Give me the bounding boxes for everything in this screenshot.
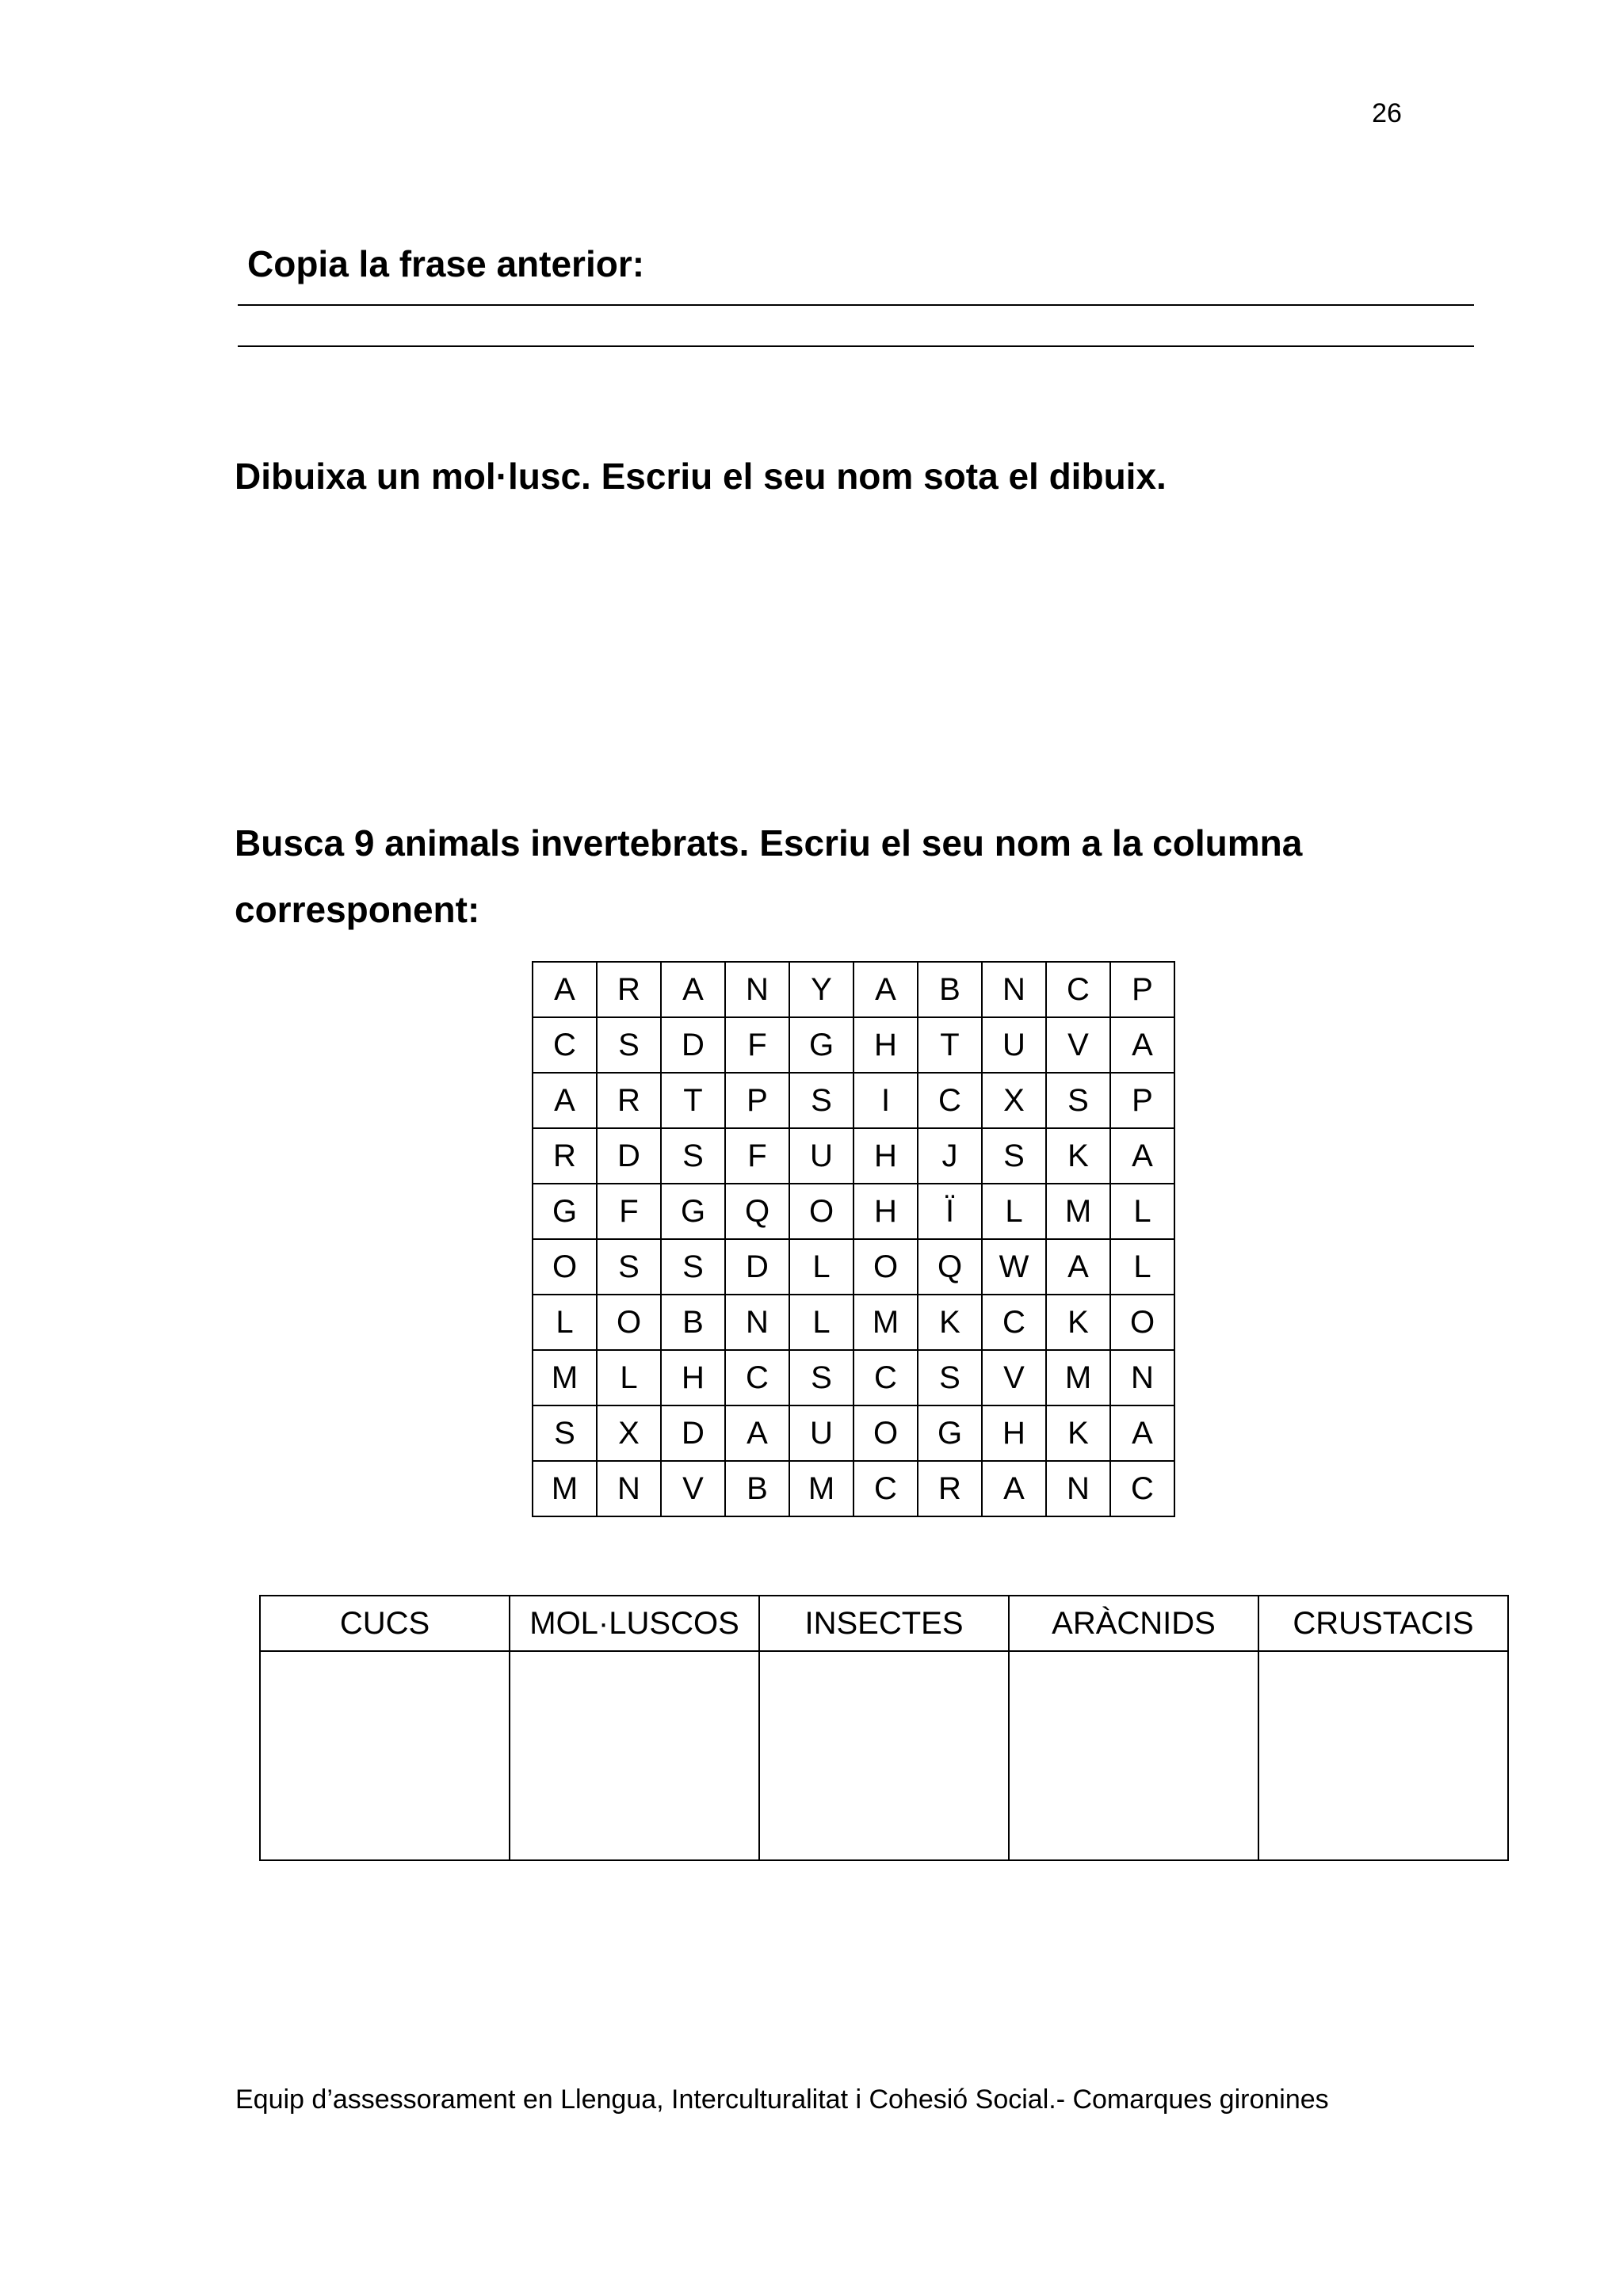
word-search-cell[interactable]: L xyxy=(789,1295,854,1350)
word-search-cell[interactable]: S xyxy=(918,1350,982,1405)
word-search-row xyxy=(533,962,1174,1017)
word-search-row xyxy=(533,1350,1174,1405)
word-search-cell[interactable]: O xyxy=(1110,1295,1174,1350)
word-search-row xyxy=(533,1073,1174,1128)
word-search-row xyxy=(533,1128,1174,1184)
word-search-cell[interactable]: O xyxy=(533,1239,597,1295)
word-search-cell[interactable]: X xyxy=(597,1405,661,1461)
page-footer: Equip d’assessorament en Llengua, Interculturalitat i Cohesió Social.- Comarques gironines xyxy=(235,2084,1329,2115)
word-search-cell[interactable]: P xyxy=(725,1073,789,1128)
word-search-cell[interactable]: L xyxy=(533,1295,597,1350)
word-search-cell[interactable]: U xyxy=(789,1405,854,1461)
word-search-cell[interactable]: A xyxy=(1110,1405,1174,1461)
word-search-cell[interactable]: S xyxy=(661,1239,725,1295)
column-header-insectes: INSECTES xyxy=(759,1596,1009,1651)
word-search-cell[interactable]: S xyxy=(982,1128,1046,1184)
word-search-cell[interactable]: H xyxy=(854,1184,918,1239)
word-search-cell[interactable]: R xyxy=(533,1128,597,1184)
word-search-cell[interactable]: X xyxy=(982,1073,1046,1128)
word-search-cell[interactable]: A xyxy=(725,1405,789,1461)
word-search-cell[interactable]: C xyxy=(982,1295,1046,1350)
word-search-cell[interactable]: D xyxy=(597,1128,661,1184)
word-search-cell[interactable]: C xyxy=(533,1017,597,1073)
word-search-cell[interactable]: G xyxy=(918,1405,982,1461)
word-search-cell[interactable]: D xyxy=(661,1017,725,1073)
word-search-cell[interactable]: O xyxy=(854,1239,918,1295)
word-search-cell[interactable]: D xyxy=(725,1239,789,1295)
word-search-grid xyxy=(532,961,1175,1517)
word-search-cell[interactable]: M xyxy=(1046,1184,1110,1239)
word-search-cell[interactable]: Q xyxy=(918,1239,982,1295)
answer-cell-insectes[interactable] xyxy=(759,1651,1009,1860)
word-search-cell[interactable]: N xyxy=(1110,1350,1174,1405)
word-search-cell[interactable]: K xyxy=(1046,1128,1110,1184)
word-search-cell[interactable]: M xyxy=(789,1461,854,1516)
word-search-cell[interactable]: T xyxy=(661,1073,725,1128)
word-search-cell[interactable]: S xyxy=(789,1073,854,1128)
word-search-cell[interactable]: L xyxy=(1110,1239,1174,1295)
writing-line-2 xyxy=(238,345,1474,347)
word-search-cell[interactable]: M xyxy=(533,1350,597,1405)
word-search-cell[interactable]: F xyxy=(725,1017,789,1073)
word-search-cell[interactable]: U xyxy=(982,1017,1046,1073)
word-search-cell[interactable]: C xyxy=(725,1350,789,1405)
word-search-cell[interactable]: J xyxy=(918,1128,982,1184)
word-search-cell[interactable]: H xyxy=(982,1405,1046,1461)
word-search-cell[interactable]: A xyxy=(1046,1239,1110,1295)
word-search-cell[interactable]: A xyxy=(1110,1128,1174,1184)
word-search-cell[interactable]: M xyxy=(1046,1350,1110,1405)
word-search-cell[interactable]: G xyxy=(533,1184,597,1239)
word-search-cell[interactable]: C xyxy=(918,1073,982,1128)
word-search-cell[interactable]: B xyxy=(918,962,982,1017)
word-search-cell[interactable]: L xyxy=(982,1184,1046,1239)
word-search-row xyxy=(533,1184,1174,1239)
word-search-cell[interactable]: F xyxy=(725,1128,789,1184)
word-search-cell[interactable]: N xyxy=(1046,1461,1110,1516)
word-search-cell[interactable]: R xyxy=(597,962,661,1017)
word-search-cell[interactable]: C xyxy=(854,1350,918,1405)
word-search-cell[interactable]: G xyxy=(661,1184,725,1239)
word-search-cell[interactable]: H xyxy=(854,1128,918,1184)
invertebrate-classification-table xyxy=(259,1595,1509,1861)
word-search-cell[interactable]: C xyxy=(854,1461,918,1516)
writing-line-1 xyxy=(238,304,1474,306)
word-search-cell[interactable]: L xyxy=(789,1239,854,1295)
word-search-cell[interactable]: O xyxy=(854,1405,918,1461)
word-search-cell[interactable]: A xyxy=(854,962,918,1017)
word-search-cell[interactable]: A xyxy=(661,962,725,1017)
word-search-cell[interactable]: N xyxy=(597,1461,661,1516)
word-search-cell[interactable]: K xyxy=(1046,1405,1110,1461)
word-search-cell[interactable]: O xyxy=(597,1295,661,1350)
word-search-cell[interactable]: A xyxy=(982,1461,1046,1516)
word-search-cell[interactable]: A xyxy=(1110,1017,1174,1073)
column-header-aracnids: ARÀCNIDS xyxy=(1009,1596,1258,1651)
word-search-row xyxy=(533,1461,1174,1516)
word-search-cell[interactable]: U xyxy=(789,1128,854,1184)
column-header-cucs: CUCS xyxy=(260,1596,510,1651)
column-header-molluscos: MOL·LUSCOS xyxy=(510,1596,759,1651)
word-search-cell[interactable]: V xyxy=(661,1461,725,1516)
word-search-cell[interactable]: D xyxy=(661,1405,725,1461)
word-search-row xyxy=(533,1017,1174,1073)
answer-cell-molluscos[interactable] xyxy=(510,1651,759,1860)
word-search-cell[interactable]: H xyxy=(854,1017,918,1073)
word-search-row xyxy=(533,1239,1174,1295)
word-search-cell[interactable]: O xyxy=(789,1184,854,1239)
answer-cell-aracnids[interactable] xyxy=(1009,1651,1258,1860)
word-search-cell[interactable]: V xyxy=(982,1350,1046,1405)
word-search-cell[interactable]: T xyxy=(918,1017,982,1073)
page-number: 26 xyxy=(1372,98,1402,128)
word-search-cell[interactable]: B xyxy=(661,1295,725,1350)
copy-sentence-heading: Copia la frase anterior: xyxy=(247,243,645,284)
answer-cell-cucs[interactable] xyxy=(260,1651,510,1860)
word-search-cell[interactable]: S xyxy=(597,1017,661,1073)
word-search-cell[interactable]: F xyxy=(597,1184,661,1239)
word-search-cell[interactable]: L xyxy=(1110,1184,1174,1239)
word-search-cell[interactable]: V xyxy=(1046,1017,1110,1073)
word-search-cell[interactable]: Ï xyxy=(918,1184,982,1239)
word-search-cell[interactable]: Q xyxy=(725,1184,789,1239)
word-search-cell[interactable]: A xyxy=(533,1073,597,1128)
word-search-cell[interactable]: S xyxy=(661,1128,725,1184)
word-search-cell[interactable]: M xyxy=(854,1295,918,1350)
draw-mollusc-heading: Dibuixa un mol·lusc. Escriu el seu nom sota el dibuix. xyxy=(235,456,1167,497)
word-search-cell[interactable]: N xyxy=(725,1295,789,1350)
word-search-cell[interactable]: R xyxy=(597,1073,661,1128)
word-search-cell[interactable]: M xyxy=(533,1461,597,1516)
answer-cell-crustacis[interactable] xyxy=(1258,1651,1508,1860)
word-search-cell[interactable]: W xyxy=(982,1239,1046,1295)
word-search-heading: Busca 9 animals invertebrats. Escriu el seu nom a la columna corresponent: xyxy=(235,822,1303,930)
word-search-cell[interactable]: B xyxy=(725,1461,789,1516)
word-search-cell[interactable]: H xyxy=(661,1350,725,1405)
classification-header-row xyxy=(260,1596,1508,1651)
word-search-cell[interactable]: N xyxy=(982,962,1046,1017)
word-search-cell[interactable]: P xyxy=(1110,1073,1174,1128)
word-search-cell[interactable]: A xyxy=(533,962,597,1017)
word-search-cell[interactable]: R xyxy=(918,1461,982,1516)
word-search-cell[interactable]: S xyxy=(533,1405,597,1461)
word-search-cell[interactable]: I xyxy=(854,1073,918,1128)
word-search-row xyxy=(533,1405,1174,1461)
word-search-cell[interactable]: Y xyxy=(789,962,854,1017)
word-search-row xyxy=(533,1295,1174,1350)
word-search-cell[interactable]: S xyxy=(789,1350,854,1405)
word-search-cell[interactable]: K xyxy=(918,1295,982,1350)
word-search-cell[interactable]: G xyxy=(789,1017,854,1073)
word-search-cell[interactable]: C xyxy=(1046,962,1110,1017)
word-search-cell[interactable]: S xyxy=(597,1239,661,1295)
word-search-cell[interactable]: N xyxy=(725,962,789,1017)
classification-answer-row xyxy=(260,1651,1508,1860)
word-search-cell[interactable]: S xyxy=(1046,1073,1110,1128)
word-search-cell[interactable]: C xyxy=(1110,1461,1174,1516)
column-header-crustacis: CRUSTACIS xyxy=(1258,1596,1508,1651)
word-search-cell[interactable]: L xyxy=(597,1350,661,1405)
word-search-cell[interactable]: P xyxy=(1110,962,1174,1017)
word-search-cell[interactable]: K xyxy=(1046,1295,1110,1350)
